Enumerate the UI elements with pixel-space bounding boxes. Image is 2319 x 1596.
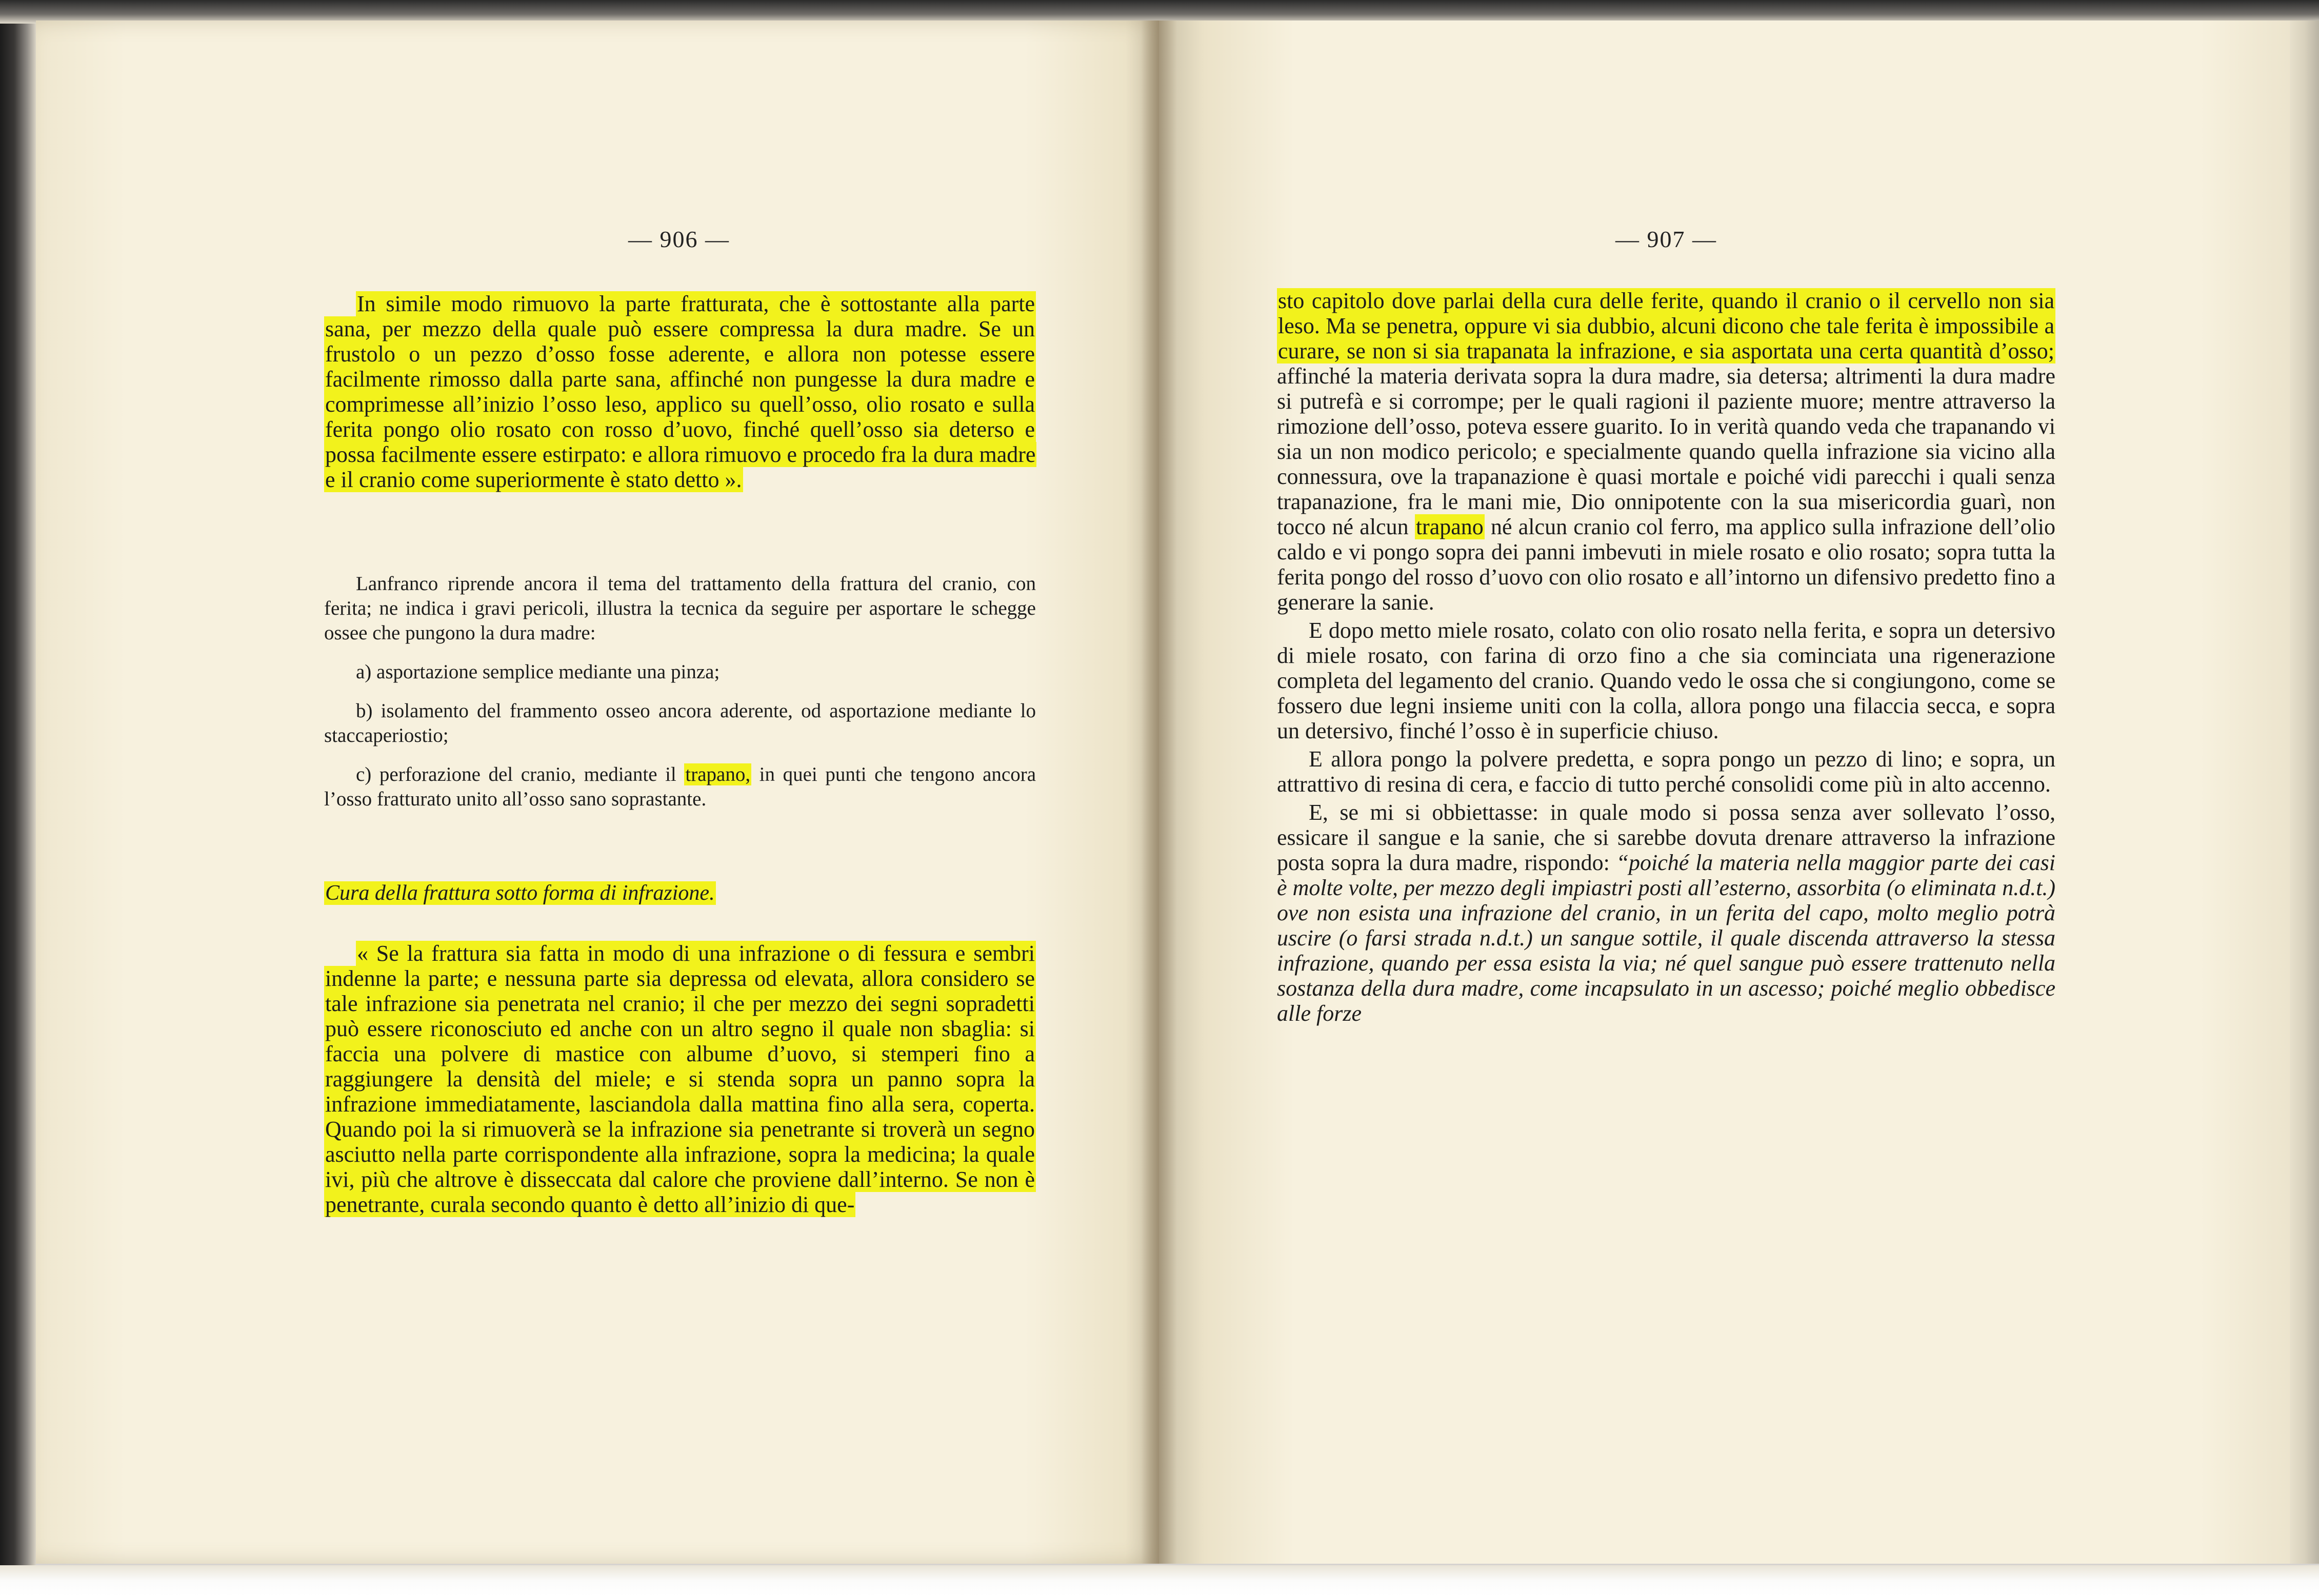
highlighted-word: trapano,: [685, 763, 751, 785]
scan-edge-bottom: [0, 1565, 2319, 1596]
right-text-block: [1277, 288, 2055, 1026]
right-paragraph-2: E dopo metto miele rosato, colato con olio rosato nella ferita, e sopra un detersivo di miele rosato, con farina di orzo fino a che sia cominciata una rigenerazione completa del legamento del cranio. Quando vedo le ossa che si congiungono, come se fossero due legni insieme uniti con la colla, allora pongo una filaccia secca, e sopra un detersivo, finché l’osso è in superficie chiuso.: [1277, 618, 2055, 743]
highlighted-text: sto capitolo dove parlai della cura delle ferite, quando il cranio o il cervello non sia leso. Ma se penetra, oppure vi sia dubbio, alcuni dicono che tale ferita è impossibile a curare, se non si sia trapanata la infrazione, e sia asportata una certa quantità d’osso;: [1278, 288, 2054, 363]
left-summary-block: [324, 572, 1036, 812]
right-paragraph-4: E, se mi si obbiettasse: in quale modo si possa senza aver sollevato l’osso, essicare il sangue e la sanie, che si sarebbe dovuta drenare attraverso la infrazione posta sopra la dura madre, rispondo: “poiché la materia nella maggior parte dei casi è molte volte, per mezzo degli impiastri posti all’esterno, assorbita (o eliminata n.d.t.) ove non esista una infrazione del cranio, in un ferita del capo, molto meglio potrà uscire (o farsi strada n.d.t.) un sangue sottile, il quale discenda attraverso la stessa infrazione, quando per essa esista la via; né quel sangue può essere trattenuto nella sostanza della dura madre, come incapsulato in un ascesso; poiché meglio obbedisce alle forze: [1277, 800, 2055, 1026]
right-paragraph-3: E allora pongo la polvere predetta, e sopra pongo un pezzo di lino; e sopra, un attrattivo di resina di cera, e faccio di tutto perché consolidi come più in alto accenno.: [1277, 746, 2055, 797]
left-quote-paragraph-2: [324, 941, 1036, 1217]
book-gutter: [1141, 21, 1177, 1564]
highlighted-text: « Se la frattura sia fatta in modo di una infrazione o di fessura e sembri indenne la parte; e nessuna parte sia depressa od elevata, allora considero se tale infrazione sia penetrata nel cranio; il che per mezzo dei segni sopradetti può essere riconosciuto ed anche con un altro segno il quale non sbaglia: si faccia una polvere di mastice con albume d’uovo, si stemperi fino a raggiungere la densità del miele; e si stenda sopra un panno sopra la infrazione immediatamente, lasciandola dalla mattina fino alla sera, coperta. Quando poi la si rimuoverà se la infrazione sia penetrante si troverà un segno asciutto nella parte corrispondente alla infrazione, sopra la medicina; la quale ivi, più che altrove è disseccata dal calore che proviene dall’interno. Se non è penetrante, curala secondo quanto è detto all’inizio di que-: [325, 941, 1035, 1217]
summary-paragraph: Lanfranco riprende ancora il tema del trattamento della frattura del cranio, con ferita; ne indica i gravi pericoli, illustra la tecnica da seguire per asportare le schegge ossee che pungono la dura madre:: [324, 573, 1036, 644]
left-quote-paragraph: [324, 291, 1036, 492]
section-heading-block: [324, 881, 1036, 906]
left-quote-block-2: [324, 941, 1036, 1217]
scan-edge-left: [0, 0, 36, 1596]
right-folio: — 907 —: [1615, 226, 1717, 252]
list-c-text-rest: in quei punti che tengono ancora l’osso fratturato unito all’osso sano soprastante.: [324, 763, 1036, 810]
highlighted-word: trapano: [1415, 514, 1484, 539]
list-item-c: [324, 762, 1036, 812]
page-stack-edge: [2290, 21, 2319, 1564]
list-item-a: a) asportazione semplice mediante una pinza;: [356, 661, 720, 683]
section-heading: Cura della frattura sotto forma di infrazione.: [325, 881, 715, 905]
right-paragraph-1: sto capitolo dove parlai della cura delle ferite, quando il cranio o il cervello non sia leso. Ma se penetra, oppure vi sia dubbio, alcuni dicono che tale ferita è impossibile a curare, se non si sia trapanata la infrazione, e sia asportata una certa quantità d’osso; affinché la materia derivata sopra la dura madre, sia detersa; altrimenti la dura madre si putrefà e si corrompe; per le quali ragioni il paziente muore; mentre attraverso la rimozione dell’osso, poteva essere guarito. Io in verità quando veda che trapanando vi sia un non modico pericolo; e specialmente quando quella infrazione sia vicino alla connessura, ove la trapanazione è quasi mortale e poiché vidi parecchi i quali senza trapanazione, fra le mani mie, Dio onnipotente con la sua misericordia guarì, non tocco né alcun trapano né alcun cranio col ferro, ma applico sulla infrazione dell’olio caldo e vi pongo sopra dei panni imbevuti in miele rosato e olio rosato; sopra tutta la ferita pongo del rosso d’uovo con olio rosato e all’intorno un difensivo predetto fino a generare la sanie.: [1277, 288, 2055, 615]
left-quote-block: [324, 291, 1036, 492]
highlighted-text: In simile modo rimuovo la parte fratturata, che è sottostante alla parte sana, per mezzo della quale può essere compressa la dura madre. Se un frustolo o un pezzo d’osso fosse aderente, e allora non potesse essere facilmente rimosso dalla parte sana, affinché non pungesse la dura madre e comprimesse all’inizio l’osso leso, applico su quell’osso, olio rosato e sulla ferita pongo olio rosato con rosso d’uovo, finché quell’osso sia deterso e possa facilmente essere estirpato: e allora rimuovo e procedo fra la dura madre e il cranio come superiormente è stato detto ».: [325, 291, 1036, 492]
left-folio: — 906 —: [628, 226, 730, 252]
list-item-b: b) isolamento del frammento osseo ancora aderente, od asportazione mediante lo staccaperiostio;: [324, 700, 1036, 746]
list-c-text: c) perforazione del cranio, mediante il: [356, 763, 685, 785]
